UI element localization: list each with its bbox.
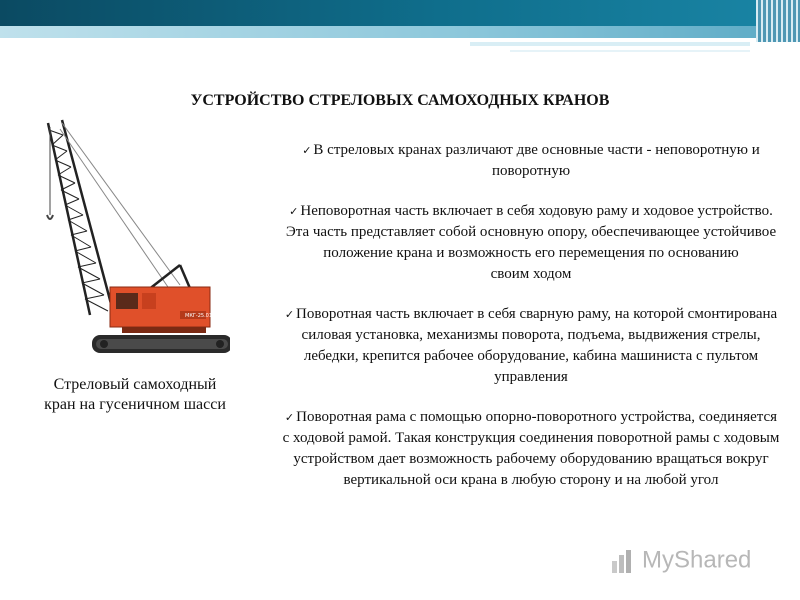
bullet-text-continuation: своим ходом [490, 266, 572, 282]
bullet-item [282, 140, 780, 182]
header-stripes [756, 0, 800, 42]
slide-title: УСТРОЙСТВО СТРЕЛОВЫХ САМОХОДНЫХ КРАНОВ [190, 92, 610, 109]
watermark [610, 540, 790, 580]
crane-tracks [92, 335, 230, 353]
bullet-item [282, 201, 780, 285]
header-band-light [0, 26, 800, 38]
checkmark-icon: ✓ [284, 308, 295, 321]
header-accent-line [470, 42, 750, 46]
checkmark-icon: ✓ [289, 205, 299, 218]
checkmark-icon: ✓ [302, 144, 312, 157]
bullet-text: Поворотная рама с помощью опорно-поворотного устройства, соединяется с ходовой рамой. Такая конструкция соединения поворотной рамы с ходовым устройством дает возможность рабочему оборудованию вращаться вокруг вертикальной оси крана в любую сторону и на любой угол [282, 409, 780, 488]
crane-cab [110, 287, 212, 333]
bullet-text: Неповоротная часть включает в себя ходовую раму и ходовое устройство. Эта часть представляет собой основную опору, обеспечивающее устойчивое положение крана и возможность его перемещения по основанию [285, 203, 777, 261]
checkmark-icon: ✓ [284, 411, 295, 424]
watermark-text: MyShared [642, 546, 752, 574]
watermark-logo-icon [610, 547, 638, 575]
image-caption: Стреловый самоходный кран на гусеничном шасси [44, 376, 226, 413]
bullet-item [282, 407, 780, 491]
bullet-list [282, 140, 780, 510]
bullet-item [282, 304, 780, 388]
crane-plate-text: МКГ-25.01 [185, 313, 213, 319]
bullet-text: Поворотная часть включает в себя сварную раму, на которой смонтирована силовая установка, механизмы поворота, подъема, выдвижения стрелы, лебедки, крепится рабочее оборудование, кабина машиниста с пультом управления [296, 306, 778, 385]
crane-image [30, 115, 230, 365]
crawler-crane-illustration [30, 115, 230, 365]
header-band-dark [0, 0, 800, 26]
bullet-text: В стреловых кранах различают две основные части - неповоротную и поворотную [313, 142, 760, 179]
header-accent-line-thin [510, 50, 750, 52]
